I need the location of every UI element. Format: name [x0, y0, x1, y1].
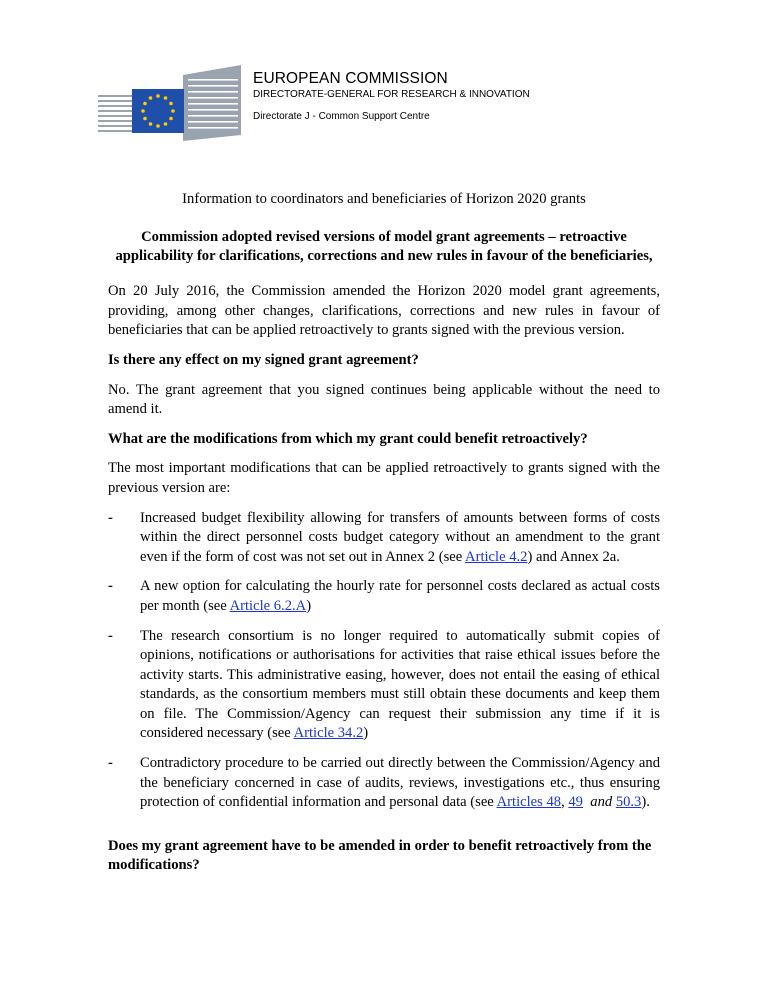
- answer-1: No. The grant agreement that you signed continues being applicable without the need to amend it.: [108, 381, 660, 418]
- bullet-dash: -: [108, 627, 113, 644]
- question-2: What are the modifications from which my grant could benefit retroactively?: [108, 430, 588, 447]
- bullet-dash: -: [108, 755, 113, 772]
- directorate: Directorate J - Common Support Centre: [253, 111, 430, 122]
- intro-line: Information to coordinators and beneficiaries of Horizon 2020 grants: [182, 191, 586, 207]
- link-article-6-2-a[interactable]: Article 6.2.A: [229, 597, 307, 614]
- organisation-name: EUROPEAN COMMISSION: [253, 70, 448, 87]
- letterhead: [253, 70, 530, 123]
- bullet-dash: -: [108, 509, 113, 526]
- modifications-list: [108, 509, 660, 813]
- directorate-general: DIRECTORATE-GENERAL FOR RESEARCH & INNOVATION: [253, 89, 530, 100]
- list-item: - The research consortium is no longer required to automatically submit copies of opinions, notifications or authorisations for activities that raise ethical issues before the activity starts. This administrative easing, however, does not entail the easing of ethical standards, as the consortium members must still obtain these documents and keep them on file. The Commission/Agency can request their submission any time if it is considered necessary (see Article 34.2): [108, 627, 660, 742]
- answer-2: The most important modifications that can be applied retroactively to grants signed with the previous version are:: [108, 460, 660, 496]
- bullet-dash: -: [108, 578, 113, 595]
- question-3: Does my grant agreement have to be amended in order to benefit retroactively from the modifications?: [108, 837, 652, 874]
- link-article-34-2[interactable]: Article 34.2: [293, 725, 364, 742]
- list-item: - Contradictory procedure to be carried out directly between the Commission/Agency and the beneficiary concerned in case of audits, reviews, investigations etc., thus ensuring protection of confidential information and personal data (see Articles 48, 49 and 50.3).: [108, 755, 660, 811]
- link-article-4-2[interactable]: Article 4.2: [465, 548, 528, 565]
- intro-paragraph: On 20 July 2016, the Commission amended the Horizon 2020 model grant agreements, providing, among other changes, clarifications, corrections and new rules in favour of beneficiaries that can be applied retroactively to grants signed with the previous version.: [108, 283, 660, 339]
- question-1: Is there any effect on my signed grant agreement?: [108, 351, 419, 368]
- link-articles-48[interactable]: Articles 48: [496, 794, 562, 811]
- list-item: - Increased budget flexibility allowing for transfers of amounts between forms of costs within the direct personnel costs budget category without an amendment to the grant even if the form of cost was not set out in Annex 2 (see Article 4.2) and Annex 2a.: [108, 509, 660, 565]
- list-item: - A new option for calculating the hourly rate for personnel costs declared as actual costs per month (see Article 6.2.A): [108, 578, 660, 614]
- document-title: Commission adopted revised versions of model grant agreements – retroactive applicability for clarifications, corrections and new rules in favour of the beneficiaries,: [115, 228, 653, 264]
- link-article-49[interactable]: 49: [568, 794, 583, 811]
- document-body: [108, 190, 660, 876]
- european-commission-logo-icon: [98, 65, 241, 141]
- link-article-50-3[interactable]: 50.3: [615, 794, 642, 811]
